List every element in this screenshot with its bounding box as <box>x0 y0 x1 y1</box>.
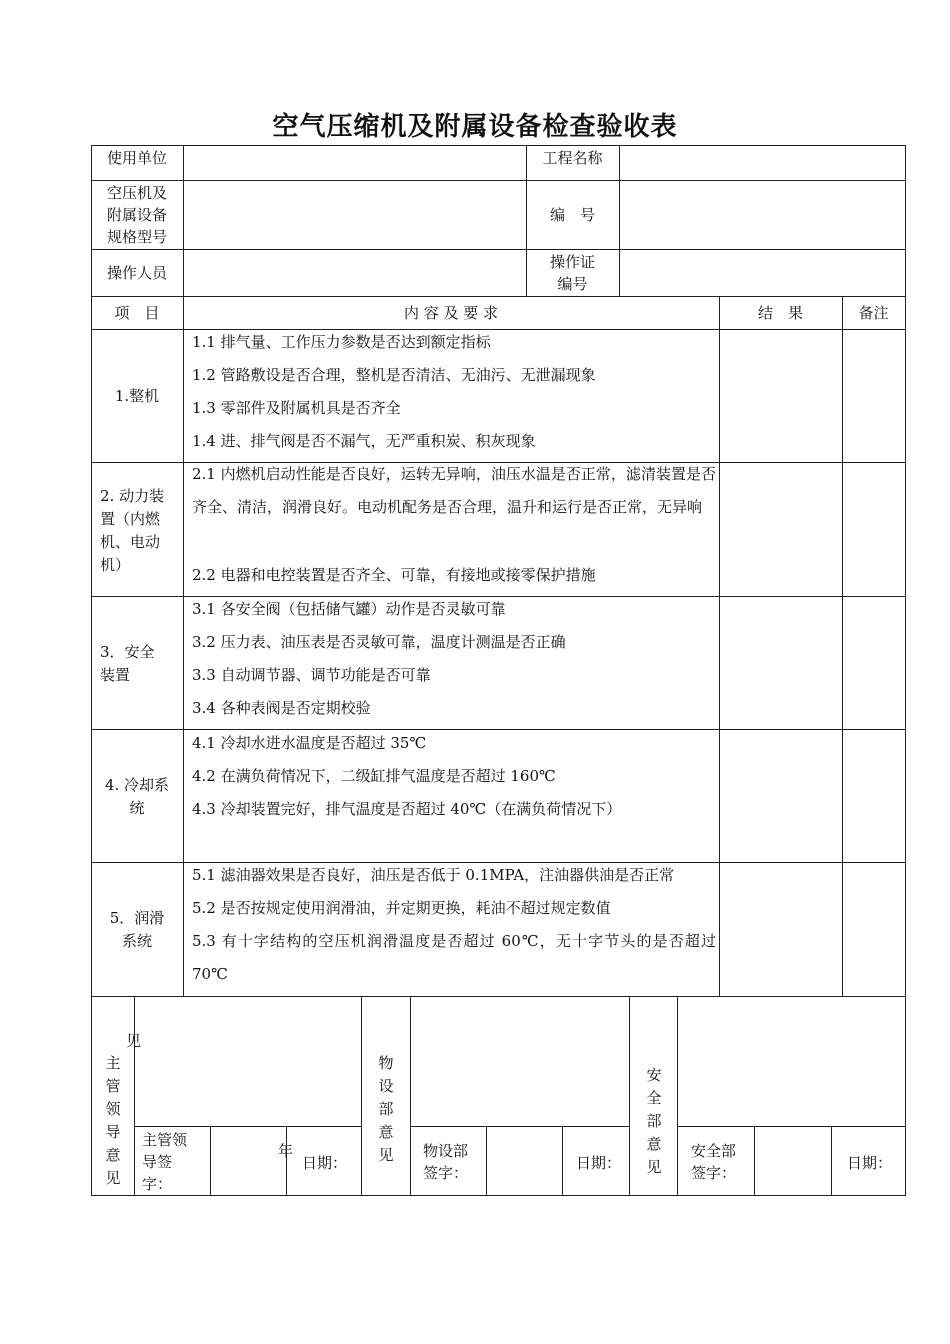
column-header-item: 项 目 <box>114 304 160 322</box>
document-title: 空气压缩机及附属设备检查验收表 <box>272 112 678 142</box>
footer-divider <box>486 1126 487 1196</box>
check-item: 5.3 有十字结构的空压机润滑温度是否超过 60℃，无十字节头的是否超过 70℃ <box>192 932 716 983</box>
check-item: 4.1 冷却水进水温度是否超过 35℃ <box>192 734 427 752</box>
check-item: 5.2 是否按规定使用润滑油，并定期更换，耗油不超过规定数值 <box>192 899 611 917</box>
table-border-top <box>91 145 906 146</box>
check-item: 3.4 各种表阀是否定期校验 <box>192 699 371 717</box>
safety-opinion-label: 安全部意见 <box>646 1066 662 1176</box>
sign-row-divider <box>410 1126 630 1127</box>
section-label: 4. 冷却系 统 <box>104 776 170 817</box>
footer-divider <box>629 996 630 1196</box>
column-header-remark: 备注 <box>858 304 889 322</box>
check-item: 5.1 滤油器效果是否良好，油压是否低于 0.1MPA，注油器供油是否正常 <box>192 866 675 884</box>
check-item: 3.3 自动调节器、调节功能是否可靠 <box>192 666 431 684</box>
row-divider <box>91 329 906 330</box>
row-divider <box>91 180 906 181</box>
check-item: 3.1 各安全阀（包括储气罐）动作是否灵敏可靠 <box>192 600 506 618</box>
operator-label: 操作人员 <box>106 264 167 282</box>
sign-row-divider <box>134 1126 362 1127</box>
column-header-result: 结 果 <box>757 304 803 322</box>
material-sign-label: 物设部 签字： <box>423 1142 469 1182</box>
sign-row-divider <box>677 1126 906 1127</box>
col-divider <box>719 296 720 997</box>
spec-label: 空压机及 附属设备 规格型号 <box>106 184 167 246</box>
footer-divider <box>754 1126 755 1196</box>
footer-divider <box>361 996 362 1196</box>
use-unit-label: 使用单位 <box>106 149 167 167</box>
project-name-label: 工程名称 <box>542 149 603 167</box>
check-item: 1.2 管路敷设是否合理，整机是否清洁、无油污、无泄漏现象 <box>192 366 596 384</box>
footer-divider <box>677 996 678 1196</box>
check-item: 1.3 零部件及附属机具是否齐全 <box>192 399 401 417</box>
footer-divider <box>210 1126 211 1196</box>
supervisor-opinion-label: 主管领导意见 <box>105 1054 121 1187</box>
footer-divider <box>134 996 135 1196</box>
section-label: 5．润滑 系统 <box>109 909 165 950</box>
footer-divider <box>410 996 411 1196</box>
footer-divider <box>831 1126 832 1196</box>
check-item: 1.4 进、排气阀是否不漏气，无严重积炭、积灰现象 <box>192 432 536 450</box>
supervisor-opinion-fragment: 见 <box>126 1032 142 1050</box>
column-header-content: 内 容 及 要 求 <box>403 304 499 322</box>
col-divider <box>842 296 843 997</box>
row-divider <box>91 249 906 250</box>
cert-label: 操作证 编号 <box>549 253 595 293</box>
row-divider <box>91 596 906 597</box>
section-label: 1.整机 <box>114 387 160 405</box>
check-item: 4.2 在满负荷情况下，二级缸排气温度是否超过 160℃ <box>192 767 556 785</box>
row-divider <box>91 862 906 863</box>
material-opinion-label: 物设部意见 <box>378 1054 394 1164</box>
table-border-right <box>905 145 906 1196</box>
safety-sign-label: 安全部 签字： <box>691 1142 737 1182</box>
supervisor-sign-label: 主管领 导签 字： <box>142 1131 188 1193</box>
safety-date-label: 日期： <box>847 1154 893 1172</box>
supervisor-date-label: 日期： <box>302 1154 348 1172</box>
row-divider <box>91 729 906 730</box>
check-item: 2.1 内燃机启动性能是否良好，运转无异响，油压水温是否正常，滤清装置是否齐全、清洁，润滑良好。电动机配务是否合理，温升和运行是否正常，无异响 <box>192 465 716 516</box>
check-item: 3.2 压力表、油压表是否灵敏可靠，温度计测温是否正确 <box>192 633 566 651</box>
row-divider <box>91 996 906 997</box>
check-item: 2.2 电器和电控装置是否齐全、可靠，有接地或接零保护措施 <box>192 566 596 584</box>
number-label: 编 号 <box>549 205 595 224</box>
footer-divider <box>562 1126 563 1196</box>
check-item: 1.1 排气量、工作压力参数是否达到额定指标 <box>192 333 491 351</box>
section-label: 3．安全 装置 <box>100 643 155 684</box>
table-border-bottom <box>91 1195 906 1196</box>
col-divider <box>183 145 184 997</box>
material-date-label: 日期： <box>576 1154 622 1172</box>
section-label: 2. 动力装 置（内燃 机、电动 机） <box>100 487 165 574</box>
year-label: 年 <box>278 1142 294 1160</box>
check-item: 4.3 冷却装置完好，排气温度是否超过 40℃（在满负荷情况下） <box>192 800 622 818</box>
col-divider <box>619 145 620 297</box>
